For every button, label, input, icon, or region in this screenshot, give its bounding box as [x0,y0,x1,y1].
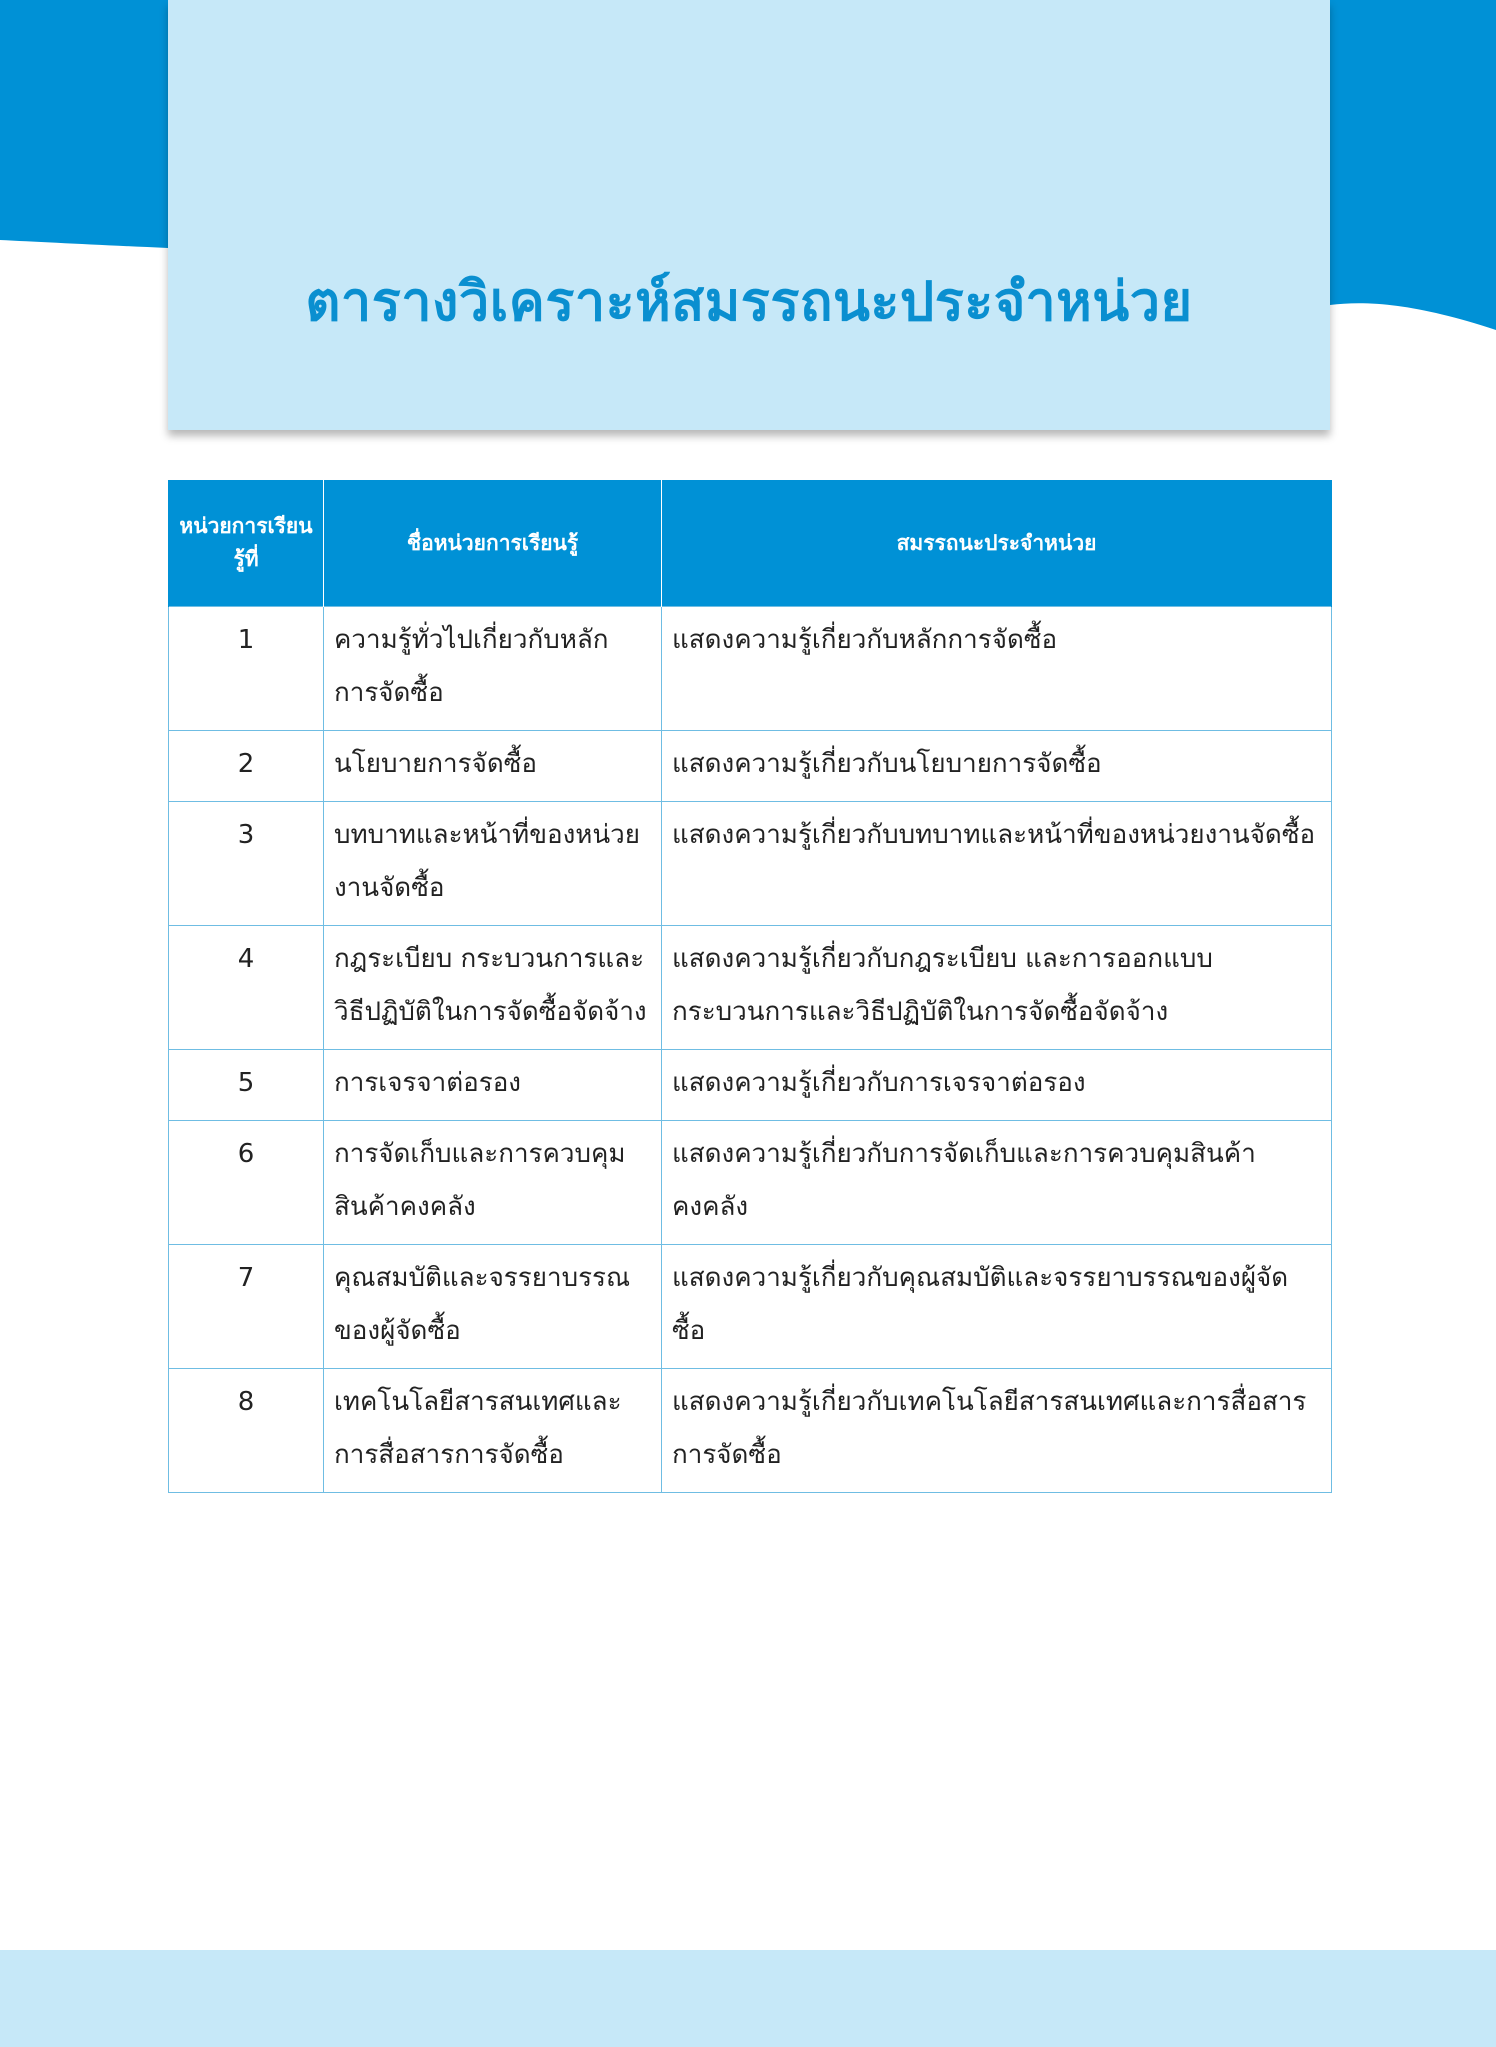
table-row [169,1369,1332,1493]
header-competency: สมรรถนะประจำหน่วย [662,480,1332,607]
competency-table [168,480,1332,1493]
table-row [169,926,1332,1050]
unit-competency: แสดงความรู้เกี่ยวกับการเจรจาต่อรอง [662,1050,1332,1121]
unit-name: นโยบายการจัดซื้อ [324,731,662,802]
table-row [169,607,1332,731]
unit-competency: แสดงความรู้เกี่ยวกับคุณสมบัติและจรรยาบรรณของผู้จัดซื้อ [662,1245,1332,1369]
unit-number: 5 [169,1050,324,1121]
unit-number: 2 [169,731,324,802]
unit-competency: แสดงความรู้เกี่ยวกับบทบาทและหน้าที่ของหน่วยงานจัดซื้อ [662,802,1332,926]
table-header-row [169,480,1332,607]
table-row [169,731,1332,802]
unit-name: บทบาทและหน้าที่ของหน่วยงานจัดซื้อ [324,802,662,926]
bottom-band [0,1950,1496,2047]
unit-number: 3 [169,802,324,926]
header-unit-name: ชื่อหน่วยการเรียนรู้ [324,480,662,607]
table-row [169,1121,1332,1245]
unit-name: ความรู้ทั่วไปเกี่ยวกับหลักการจัดซื้อ [324,607,662,731]
unit-competency: แสดงความรู้เกี่ยวกับหลักการจัดซื้อ [662,607,1332,731]
unit-name: การจัดเก็บและการควบคุมสินค้าคงคลัง [324,1121,662,1245]
unit-number: 4 [169,926,324,1050]
unit-competency: แสดงความรู้เกี่ยวกับกฎระเบียบ และการออกแบบกระบวนการและวิธีปฏิบัติในการจัดซื้อจัดจ้าง [662,926,1332,1050]
unit-name: คุณสมบัติและจรรยาบรรณของผู้จัดซื้อ [324,1245,662,1369]
unit-name: การเจรจาต่อรอง [324,1050,662,1121]
unit-number: 7 [169,1245,324,1369]
page-title: ตารางวิเคราะห์สมรรถนะประจำหน่วย [305,270,1193,333]
title-card [168,0,1330,430]
unit-competency: แสดงความรู้เกี่ยวกับเทคโนโลยีสารสนเทศและการสื่อสารการจัดซื้อ [662,1369,1332,1493]
table-row [169,1050,1332,1121]
header-unit-number: หน่วยการเรียนรู้ที่ [169,480,324,607]
unit-name: กฎระเบียบ กระบวนการและวิธีปฏิบัติในการจัดซื้อจัดจ้าง [324,926,662,1050]
unit-number: 1 [169,607,324,731]
unit-number: 6 [169,1121,324,1245]
unit-name: เทคโนโลยีสารสนเทศและการสื่อสารการจัดซื้อ [324,1369,662,1493]
table-row [169,802,1332,926]
unit-number: 8 [169,1369,324,1493]
table-row [169,1245,1332,1369]
unit-competency: แสดงความรู้เกี่ยวกับการจัดเก็บและการควบคุมสินค้าคงคลัง [662,1121,1332,1245]
unit-competency: แสดงความรู้เกี่ยวกับนโยบายการจัดซื้อ [662,731,1332,802]
